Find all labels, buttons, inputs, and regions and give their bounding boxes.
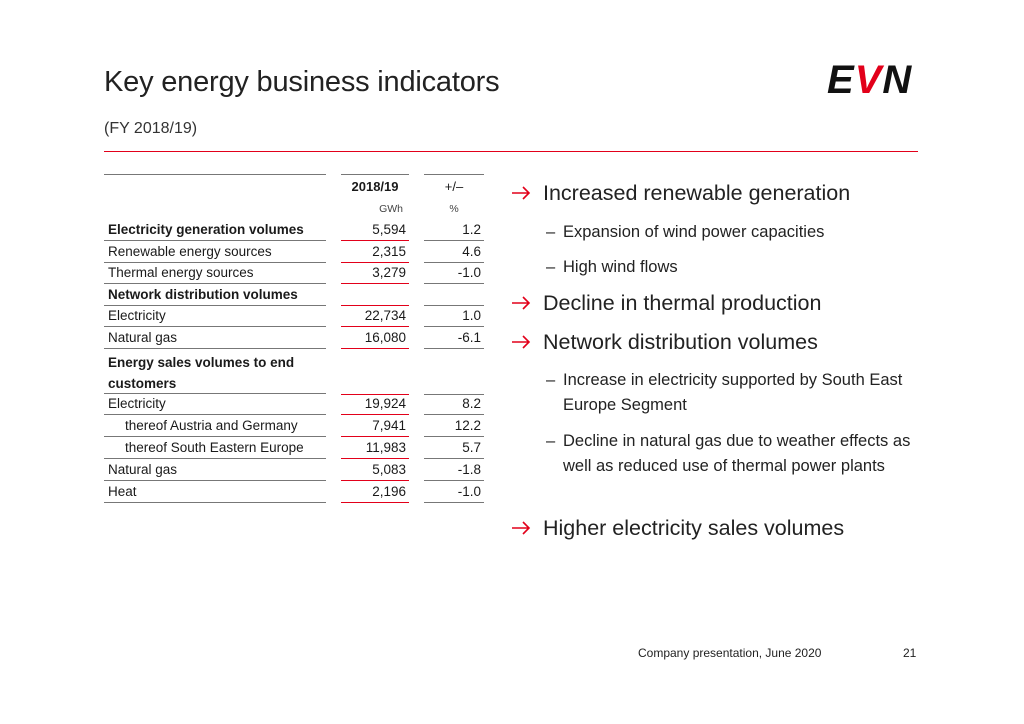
row-value: 5,083 (341, 461, 409, 481)
row-label-two-line (104, 350, 326, 393)
row-change: 5.7 (424, 439, 484, 459)
table-row (104, 415, 488, 437)
row-change: 12.2 (424, 417, 484, 437)
row-label: Thermal energy sources (104, 263, 326, 284)
table-row (104, 437, 488, 459)
column-header-change: +/– (444, 179, 464, 194)
table-row (104, 481, 488, 503)
logo-letter-e: E (827, 58, 855, 102)
row-change: -1.0 (424, 483, 484, 503)
row-change: -6.1 (424, 329, 484, 349)
row-value: 11,983 (341, 439, 409, 459)
sub-bullet-text: Decline in natural gas due to weather effects as well as reduced use of thermal power plants (563, 432, 911, 475)
row-label: thereof South Eastern Europe (104, 437, 326, 459)
table-top-rule (104, 174, 326, 175)
table-row (104, 327, 488, 349)
column-header-year: 2018/19 (351, 179, 399, 194)
row-change: -1.0 (424, 264, 484, 284)
bullet-text: Increased renewable generation (543, 181, 851, 205)
bullet-text: Higher electricity sales volumes (543, 516, 845, 540)
dash-icon: – (546, 432, 556, 450)
arrow-right-icon (510, 292, 532, 314)
row-change: 4.6 (424, 243, 484, 263)
row-change: -1.8 (424, 461, 484, 481)
row-change: 8.2 (424, 394, 484, 415)
arrow-right-icon (510, 517, 532, 539)
arrow-right-icon (510, 182, 532, 204)
row-label: Network distribution volumes (108, 287, 298, 302)
row-change: 1.2 (424, 221, 484, 241)
dash-icon: – (546, 371, 556, 389)
table-row (104, 241, 488, 263)
unit-gwh: GWh (379, 203, 403, 215)
page-subtitle: (FY 2018/19) (104, 120, 198, 137)
table-row (104, 305, 488, 327)
row-label: Natural gas (104, 459, 326, 481)
table-row (104, 393, 488, 415)
row-label: Heat (104, 481, 326, 503)
bullet-text: Decline in thermal production (543, 291, 822, 315)
dash-icon: – (546, 258, 556, 276)
arrow-right-icon (510, 331, 532, 353)
bullet-text: Network distribution volumes (543, 330, 818, 354)
table-top-rule-year (341, 174, 409, 175)
row-label: Electricity (104, 393, 326, 415)
evn-logo (827, 58, 912, 103)
page-title: Key energy business indicators (104, 66, 500, 98)
row-label: thereof Austria and Germany (104, 415, 326, 437)
row-value: 19,924 (341, 394, 409, 415)
logo-letter-n: N (882, 58, 913, 102)
table-row (104, 263, 488, 284)
sub-bullet-text: Increase in electricity supported by South East Europe Segment (563, 371, 903, 414)
title-divider (104, 151, 918, 152)
row-value: 7,941 (341, 417, 409, 437)
row-value: 3,279 (341, 264, 409, 284)
dash-icon: – (546, 223, 556, 241)
row-label: Electricity generation volumes (104, 219, 326, 241)
row-value: 5,594 (341, 221, 409, 241)
row-value: 16,080 (341, 329, 409, 349)
row-label-continued: customers (108, 376, 177, 391)
table-row (104, 350, 488, 393)
page-number: 21 (903, 646, 917, 660)
footer-text: Company presentation, June 2020 (638, 646, 822, 660)
sub-bullet-text: High wind flows (563, 258, 678, 276)
row-value: 2,315 (341, 243, 409, 263)
sub-bullet-text: Expansion of wind power capacities (563, 223, 825, 241)
row-change: 1.0 (424, 307, 484, 327)
row-value: 22,734 (341, 307, 409, 327)
logo-letter-v: V (854, 58, 883, 102)
unit-percent: % (449, 203, 459, 215)
row-value: 2,196 (341, 483, 409, 503)
table-top-rule-change (424, 174, 484, 175)
row-label: Electricity (104, 305, 326, 327)
table-row (104, 459, 488, 481)
row-label: Natural gas (104, 327, 326, 349)
row-label: Renewable energy sources (104, 241, 326, 263)
row-label: Energy sales volumes to end (108, 355, 295, 370)
table-row (104, 284, 488, 305)
table-row (104, 219, 488, 241)
